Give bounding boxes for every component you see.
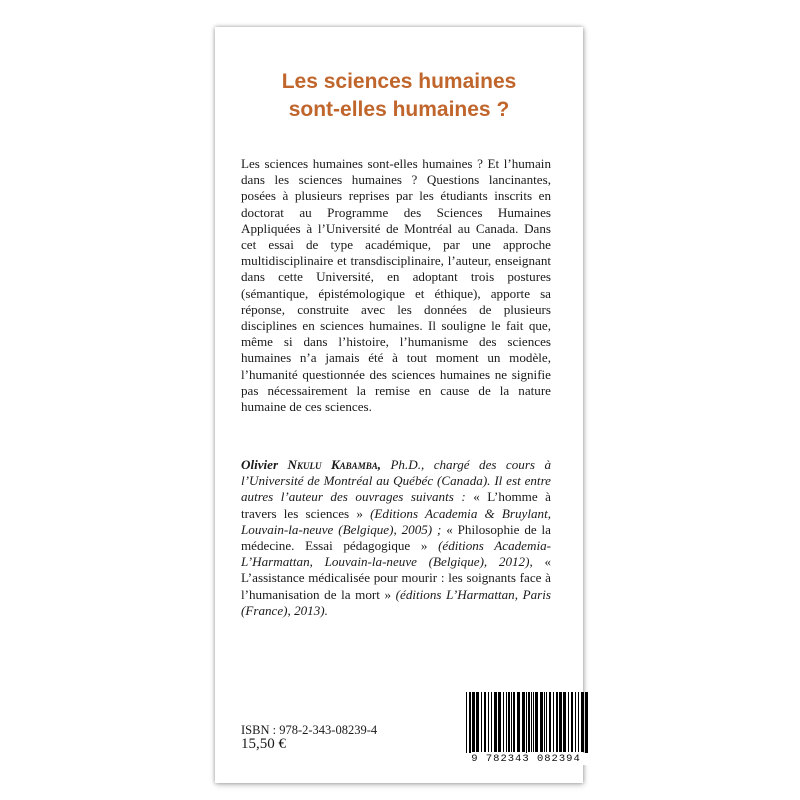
author-credentials: Ph.D., chargé des cours à l’Université de Montréal au Québéc (Canada). Il est entre autres l’auteur des ouvrages suivants :	[241, 457, 552, 505]
isbn: ISBN : 978-2-343-08239-4	[241, 723, 378, 737]
barcode-bar	[522, 692, 525, 752]
barcode-bar	[556, 692, 558, 752]
author-last-name: Nkulu Kabamba,	[287, 457, 381, 472]
barcode-bar	[517, 692, 520, 752]
barcode-bar	[575, 692, 576, 752]
barcode-bar	[540, 692, 543, 752]
barcode-bar	[553, 692, 554, 752]
barcode-bar	[571, 692, 573, 752]
barcode-digits: 9 782343 082394	[462, 753, 590, 765]
book-summary: Les sciences humaines sont-elles humaines ? Et l’humain dans les sciences humaines ? Questions lancinantes, posées à plusieurs reprises par les étudiants inscrits en doctorat au Programme des Sciences Humaines Appliquées à l’Université de Montréal au Canada. Dans cet essai de type académique, par une approche multidisciplinaire et transdisciplinaire, l’auteur, enseignant dans cette Université, en adoptant trois postures (sémantique, épistémologique et éthique), apporte sa réponse, construite avec les données de plusieurs disciplines en sciences humaines. Il souligne le fait que, même si dans l’histoire, l’humanisme des sciences humaines n’a jamais été à tout moment un modèle, l’humanité questionnée des sciences humaines ne signifie pas nécessairement la remise en cause de la nature humaine de ces sciences.	[241, 156, 551, 415]
barcode-bar	[511, 692, 512, 752]
barcode-bar	[581, 692, 584, 752]
book-back-cover	[215, 27, 583, 783]
barcode-bar	[531, 692, 532, 752]
barcode-bar	[472, 692, 475, 752]
barcode-bar	[549, 692, 551, 752]
barcode-bar	[578, 692, 579, 752]
barcode-bar	[476, 692, 479, 752]
barcode-bar	[466, 692, 467, 760]
title-line-2: sont-elles humaines ?	[288, 98, 510, 121]
barcode-bar	[568, 692, 569, 752]
barcode-bar	[508, 692, 510, 752]
work-2-title: « Philosophie de la médecine. Essai pédagogique »	[241, 521, 551, 554]
price: 15,50 €	[241, 736, 286, 752]
barcode-bar	[535, 692, 538, 752]
barcode-bar	[546, 692, 547, 752]
barcode-bar	[533, 692, 534, 752]
barcode-bar	[544, 692, 545, 752]
work-1-publisher: (Editions Academia & Bruylant, Louvain-la-neuve (Belgique), 2005) ;	[241, 505, 551, 537]
barcode-bar	[506, 692, 507, 752]
barcode-bar	[481, 692, 482, 752]
barcode-bar	[488, 692, 489, 752]
work-1-title: « L’homme à travers les sciences »	[241, 489, 551, 521]
work-2-publisher: (éditions Academia-L’Harmattan, Louvain-la-neuve (Belgique), 2012),	[241, 538, 551, 570]
title-line-1: Les sciences humaines	[281, 70, 517, 93]
barcode-bar	[503, 692, 504, 752]
barcode-bar	[469, 692, 471, 760]
work-3-title: « L’assistance médicalisée pour mourir : les soignants face à l’humanisation de la mort »	[241, 554, 551, 602]
book-title	[215, 68, 583, 124]
barcode-bar	[494, 692, 497, 752]
barcode-bar	[559, 692, 562, 752]
barcode-bar	[528, 692, 530, 752]
author-bio	[241, 457, 551, 619]
barcode-bar	[513, 692, 515, 752]
barcode-bar	[585, 692, 588, 760]
barcode-bar	[526, 692, 527, 760]
barcode-bar	[563, 692, 566, 752]
barcode-bar	[484, 692, 486, 752]
author-first-name: Olivier	[241, 457, 279, 472]
barcode-bar	[491, 692, 492, 752]
work-3-publisher: (éditions L’Harmattan, Paris (France), 2013).	[241, 586, 551, 618]
barcode-bar	[498, 692, 501, 752]
